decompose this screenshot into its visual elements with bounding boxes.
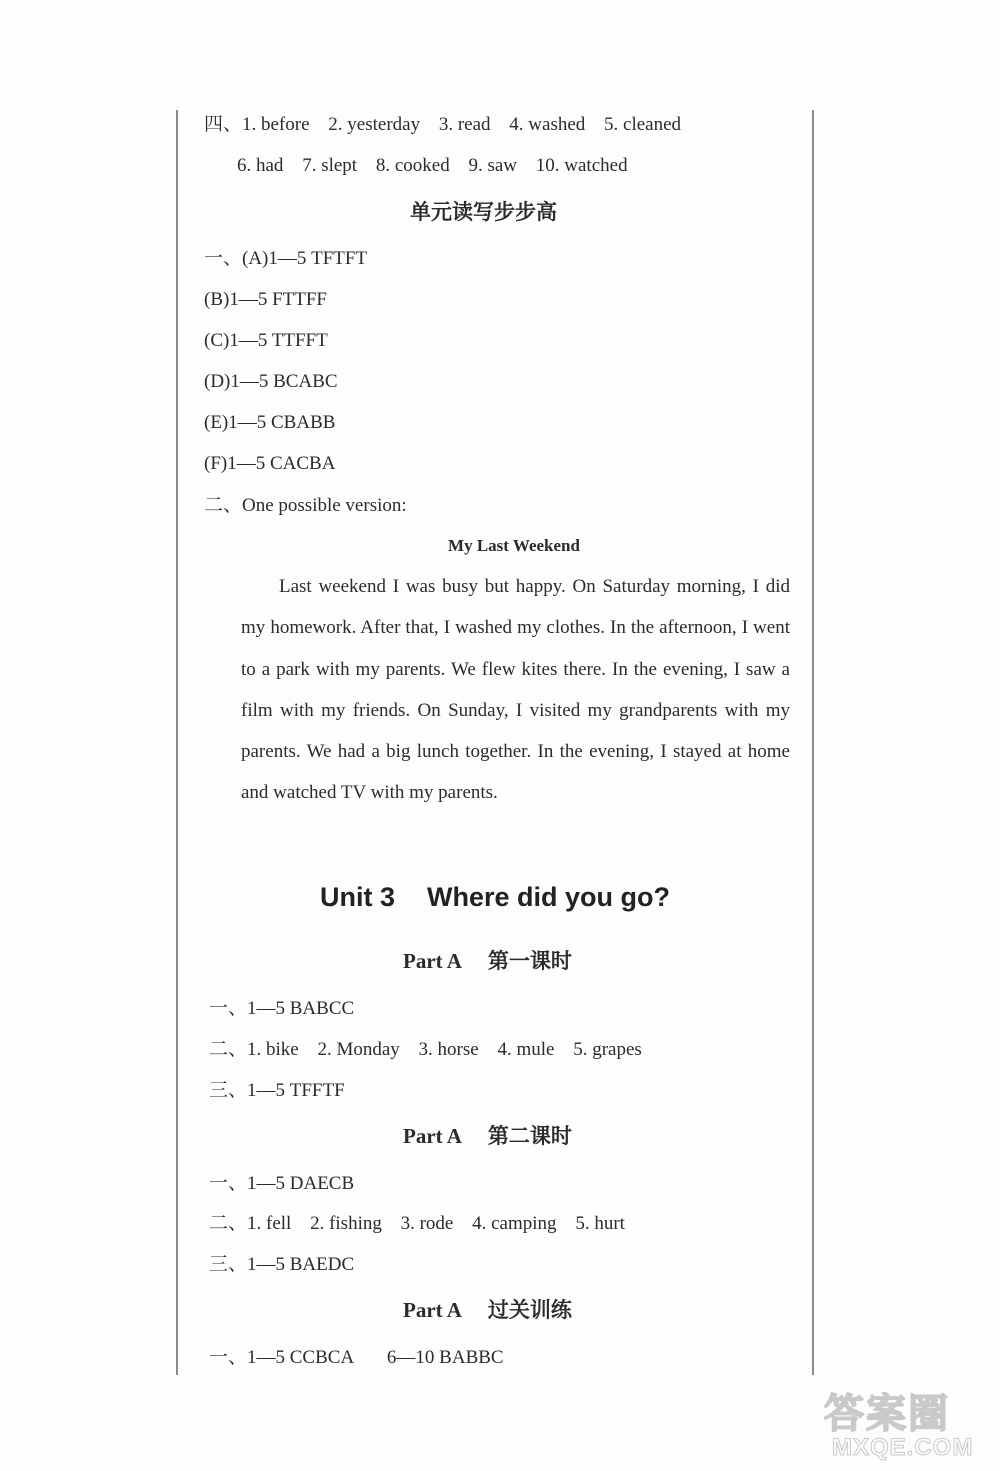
lesson2-line-1 [209,1172,354,1196]
essay-text: Last weekend I was busy but happy. On Saturday morning, I did my homework. After that, I washed my clothes. In the afternoon, I went to a park with my parents. We flew kites there. In the evening, I saw a film with my friends. On Sunday, I visited my grandparents with my parents. We had a big lunch together. In the evening, I stayed at home and watched TV with my parents. [241,576,790,804]
lesson3-line-1 [209,1346,504,1370]
answer-item: 10. watched [535,155,628,176]
answer-item: 四、1. before [204,114,310,135]
answer-item: 5. hurt [575,1213,625,1234]
reading-answer-d: (D)1—5 BCABC [204,371,338,392]
lesson1-line-2 [209,1038,642,1062]
watermark-cn: 答案圈 [824,1391,950,1437]
lesson2-heading [403,1122,572,1150]
lesson1-line-3 [209,1079,345,1103]
answer-item: 5. cleaned [604,114,682,135]
answer-item: 二、1. fell [209,1213,292,1234]
reading-answer-c: (C)1—5 TTFFT [204,330,328,351]
answer-item: 7. slept [302,155,358,176]
answer-item: 6. had [237,155,284,176]
answer-item: 4. camping [472,1213,557,1234]
lesson2-name: 第二课时 [487,1124,572,1148]
answer-item: 二、1. bike [209,1039,299,1060]
lesson2-line-3 [209,1253,354,1277]
reading-answer-b: (B)1—5 FTTFF [204,289,327,310]
unit-reading-heading: 单元读写步步高 [410,200,557,224]
right-margin-rule [812,110,814,1375]
answer-item: 4. washed [509,114,586,135]
reading-answer-a: 一、(A)1—5 TFTFT [204,248,368,269]
answer-item: 2. Monday [317,1039,400,1060]
answer-item: 5. grapes [573,1039,642,1060]
essay-title: My Last Weekend [448,536,580,555]
unit-title [320,880,670,914]
lesson2-line-2 [209,1212,625,1236]
answer-item: 一、1—5 BABCC [209,998,355,1019]
unit-name: Where did you go? [427,882,671,912]
lesson3-heading [403,1296,572,1324]
answer-item: 一、1—5 DAECB [209,1173,355,1194]
reading-answer-e: (E)1—5 CBABB [204,412,336,433]
answer-item: 9. saw [468,155,518,176]
answer-item: 3. rode [400,1213,454,1234]
lesson1-part: Part A [403,949,462,973]
watermark-en: MXQE.COM [832,1434,974,1461]
answer-item: 三、1—5 TFFTF [209,1080,345,1101]
lesson1-line-1 [209,997,354,1021]
section4-line-1 [204,113,681,137]
answer-item: 3. horse [418,1039,479,1060]
answer-item: 2. fishing [310,1213,382,1234]
lesson1-heading [403,947,572,975]
reading-answer-f: (F)1—5 CACBA [204,453,336,474]
unit-label: Unit 3 [320,882,396,912]
answer-item: 8. cooked [375,155,450,176]
writing-intro: 二、One possible version: [204,495,407,516]
answer-item: 6—10 BABBC [386,1347,504,1368]
section4-line-2 [237,154,628,178]
answer-item: 三、1—5 BAEDC [209,1254,355,1275]
answer-item: 2. yesterday [328,114,421,135]
left-margin-rule [176,110,178,1375]
lesson1-name: 第一课时 [487,949,572,973]
answer-item: 4. mule [497,1039,555,1060]
answer-item: 一、1—5 CCBCA [209,1347,355,1368]
site-watermark [820,1382,995,1466]
lesson2-part: Part A [403,1124,462,1148]
answer-item: 3. read [438,114,491,135]
lesson3-part: Part A [403,1298,462,1322]
lesson3-name: 过关训练 [487,1298,572,1322]
